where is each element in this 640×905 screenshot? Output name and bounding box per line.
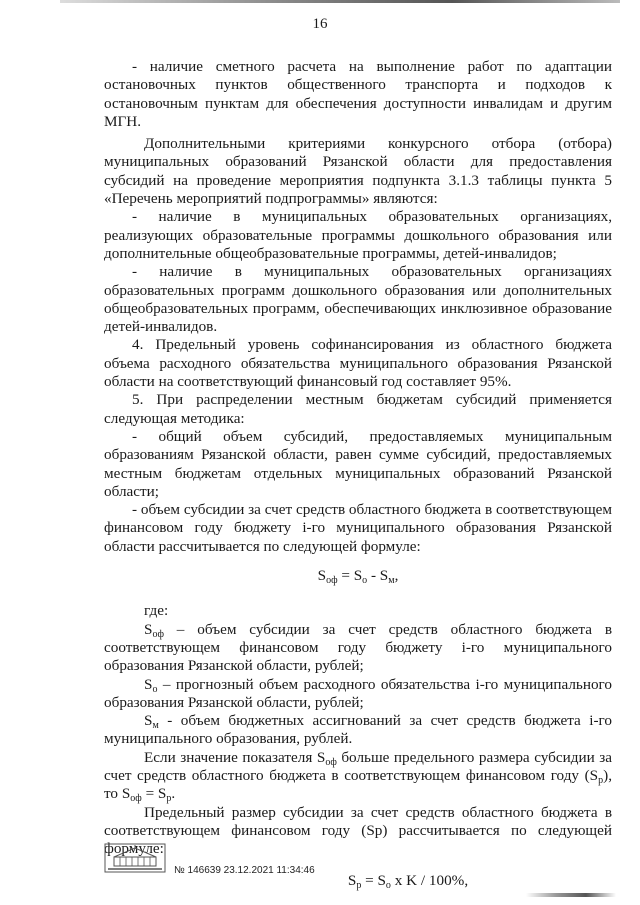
paragraph: Дополнительными критериями конкурсного отбора (отбора) муниципальных образований Рязанской области для предоставления субсидий на проведение мероприятия подпункта 3.1.3 таблицы пункта 5 «Перечень мероприятий подпрограммы» являются:: [104, 135, 612, 208]
page-number: 16: [312, 16, 328, 32]
where-label: где:: [144, 602, 169, 620]
definition-sm: $S_м$ - объем бюджетных ассигнований за счет средств бюджета i-го муниципального образования, рублей.: [104, 712, 612, 748]
paragraph: - общий объем субсидий, предоставляемых муниципальным образованиям Рязанской области, равен сумме субсидий, предоставляемых местным бюджетам отдельных муниципальных образований Рязанской области;: [104, 427, 612, 500]
document-body: [104, 58, 612, 891]
scan-bottom-edge: [526, 893, 616, 897]
scan-top-edge: [60, 0, 620, 3]
definition-so: $S_о$ – прогнозный объем расходного обязательства i-го муниципального образования Рязанской области, рублей;: [104, 675, 612, 711]
limit-paragraph: Предельный размер субсидии за счет средств областного бюджета в соответствующем финансовом году (Sр) рассчитывается по следующей формуле:: [104, 803, 612, 858]
building-stamp-icon: [104, 843, 166, 873]
condition-paragraph: Если значение показателя $S_{оф}$ больше предельного размера субсидии за счет средств областного бюджета в соответствующем финансовом году $(S_р)$, то $S_{оф} = S_р$.: [104, 748, 612, 805]
paragraph: 4. Предельный уровень софинансирования из областного бюджета объема расходного обязательства муниципального образования Рязанской области на соответствующий финансовый год составляет 95%.: [104, 336, 612, 391]
formula-sp: $S_р = S_о$ x K / 100%,: [347, 872, 469, 892]
paragraph: - наличие сметного расчета на выполнение работ по адаптации остановочных пунктов общественного транспорта и подходов к остановочным пунктам для обеспечения доступности инвалидам и другим МГН.: [104, 58, 612, 130]
formula-sof: $S_{оф} = S_о - S_м$,: [317, 567, 399, 587]
paragraph: - объем субсидии за счет средств областного бюджета в соответствующем финансовом году бюджету i-го муниципального образования Рязанской области рассчитывается по следующей формуле:: [104, 501, 612, 555]
definition-sof: $S_{оф}$ – объем субсидии за счет средств областного бюджета в соответствующем финансовом году бюджету i-го муниципального образования Рязанской области, рублей;: [104, 620, 612, 675]
paragraph: - наличие в муниципальных образовательных организациях образовательных программ дошкольного образования или дополнительных общеобразовательных программ, обеспечивающих инклюзивное образование детей-инвалидов.: [104, 263, 612, 336]
paragraph: - наличие в муниципальных образовательных организациях, реализующих образовательные программы дошкольного образования или дополнительные общеобразовательные программы, детей-инвалидов;: [104, 208, 612, 262]
signature-line: № 146639 23.12.2021 11:34:46: [174, 865, 315, 876]
paragraph: 5. При распределении местным бюджетам субсидий применяется следующая методика:: [104, 391, 612, 427]
